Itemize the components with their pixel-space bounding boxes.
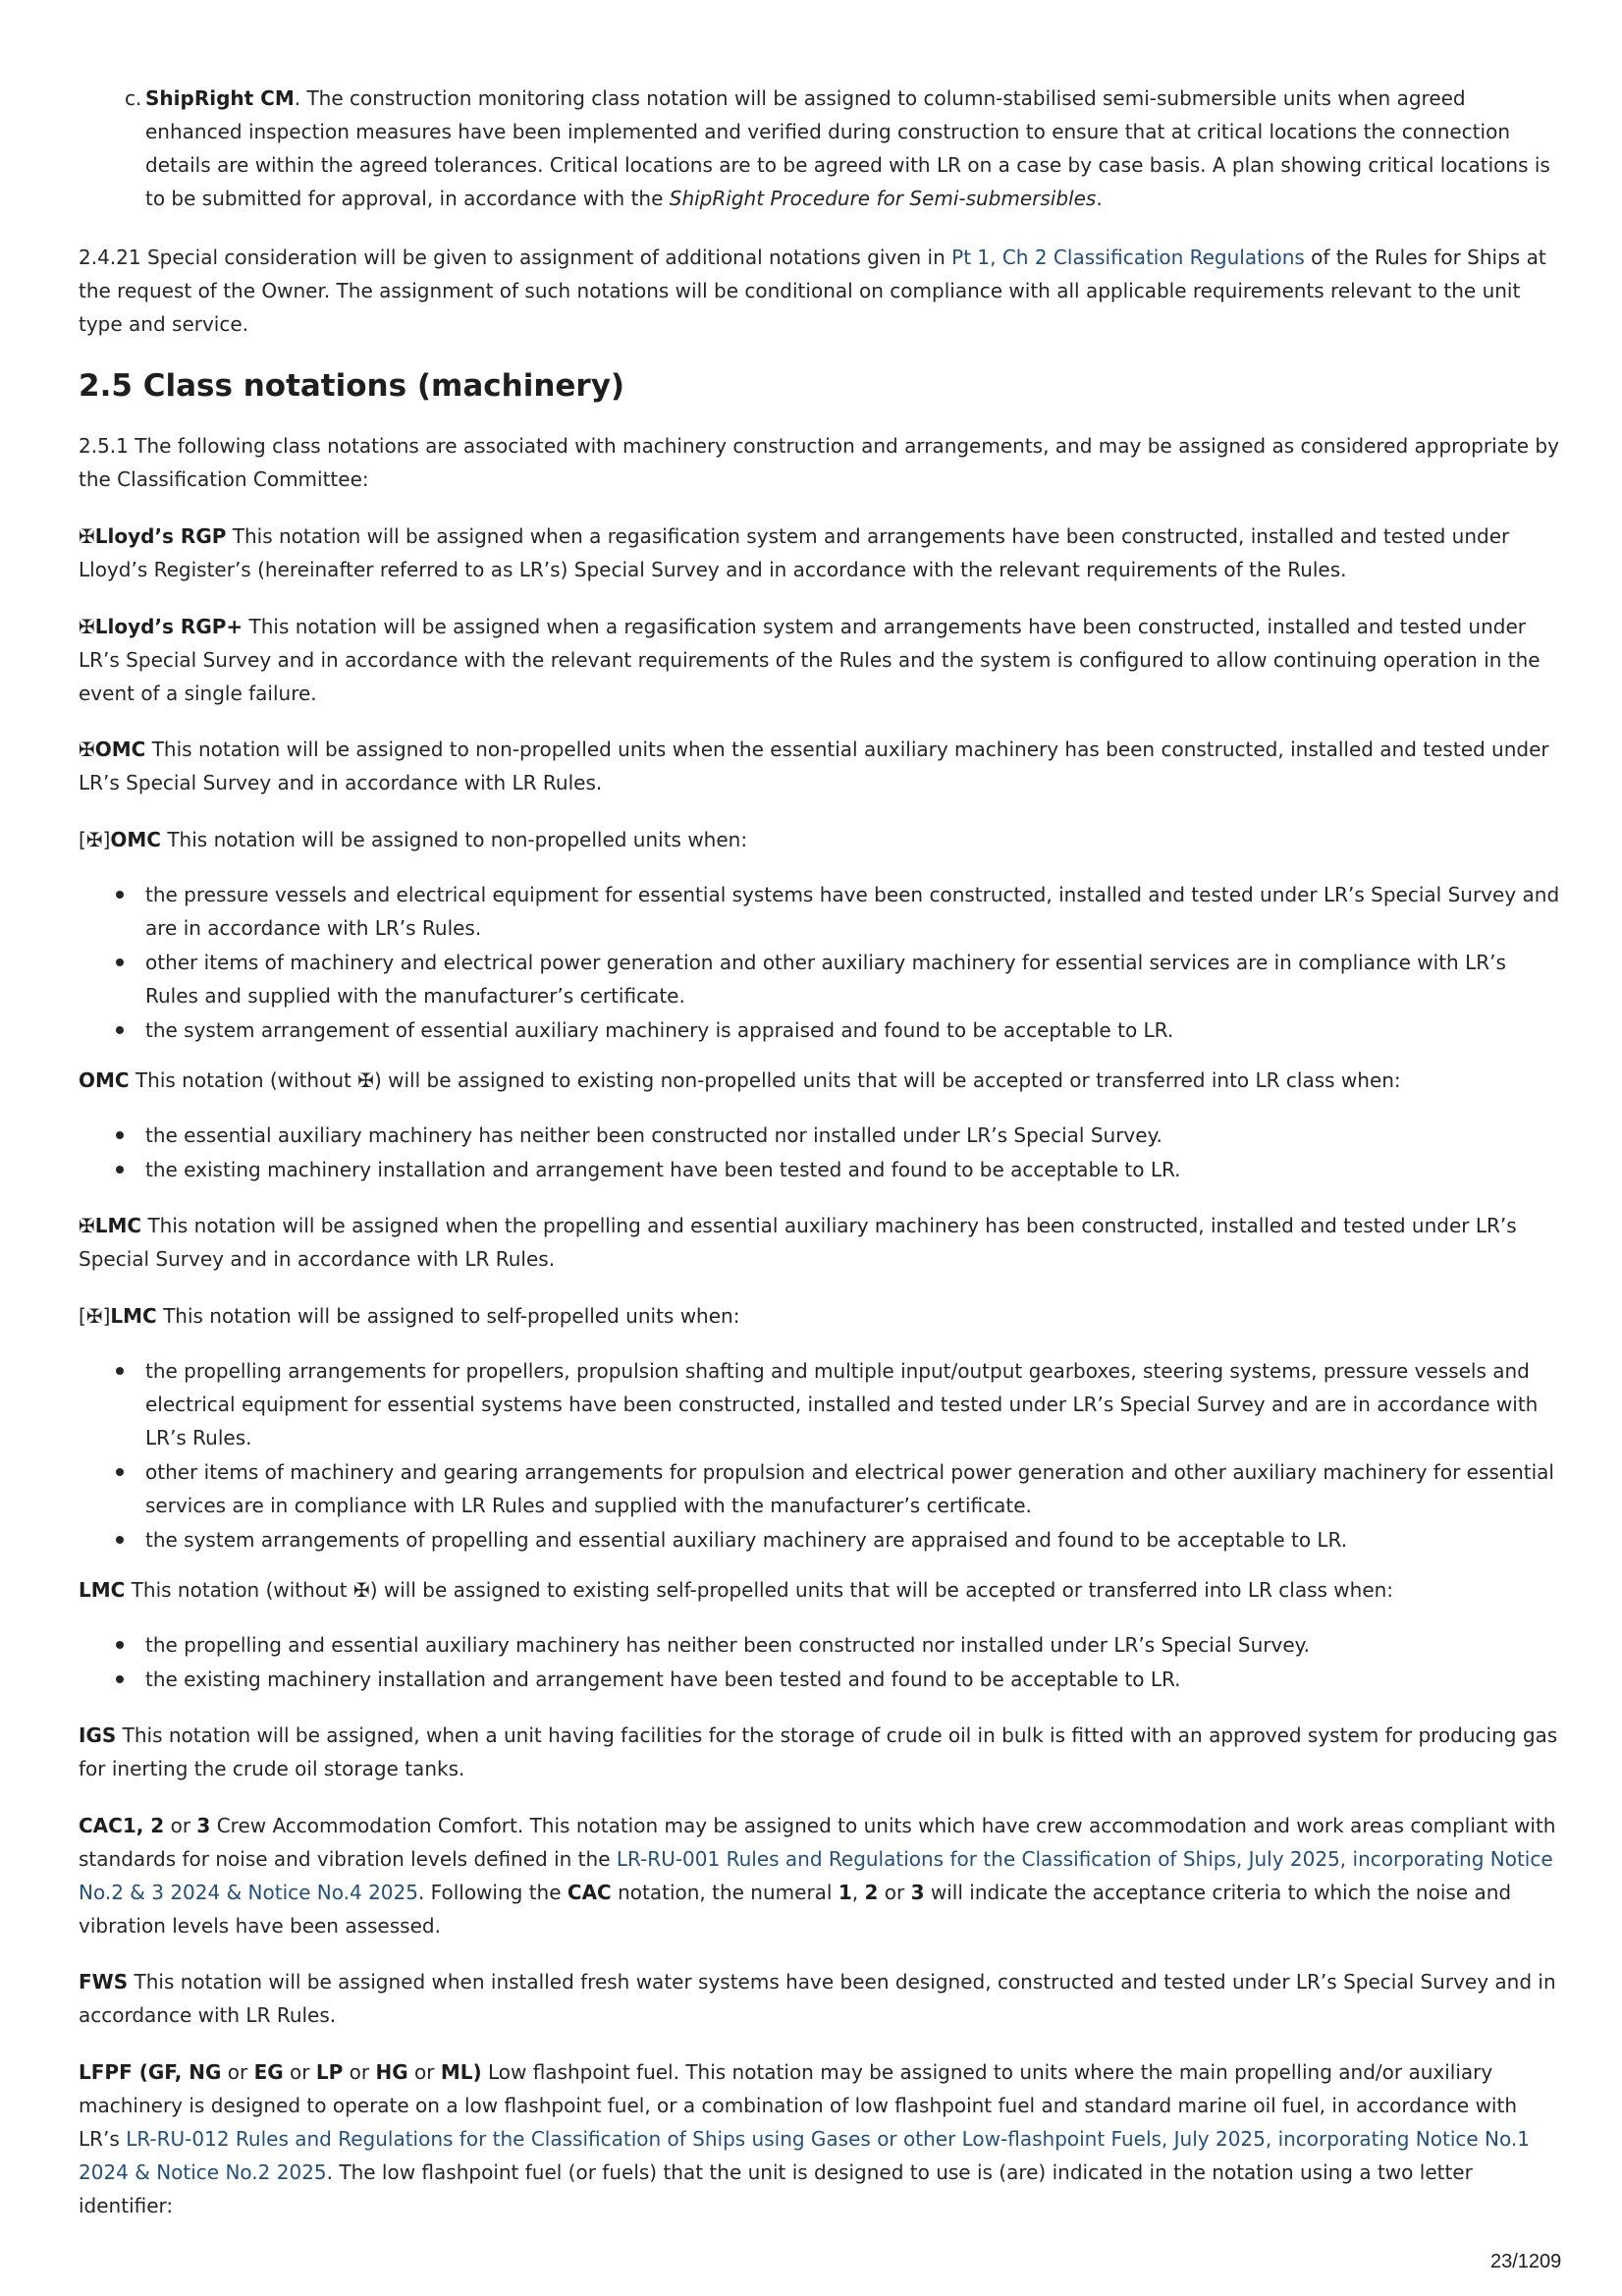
notation-lmc-cross: ✠LMC This notation will be assigned when the propelling and essential auxiliary machinery has been constructed, installed and tested under LR’s Special Survey and in accordance with LR Rules. bbox=[79, 1214, 1517, 1271]
list-item: the propelling and essential auxiliary machinery has neither been constructed nor installed under LR’s Special Survey. bbox=[79, 1628, 1561, 1662]
notation-cac: CAC1, 2 or 3 Crew Accommodation Comfort. This notation may be assigned to units which have crew accommodation and work areas compliant with standards for noise and vibration levels defined in the LR-RU-001 Rules and Regulations for the Classification of Ships, July 2025, incorporating Notice No.2 & 3 2024 & Notice No.4 2025. Following the CAC notation, the numeral 1, 2 or 3 will indicate the acceptance criteria to which the noise and vibration levels have been assessed. bbox=[79, 1814, 1556, 1938]
classification-regulations-link[interactable]: Pt 1, Ch 2 Classification Regulations bbox=[951, 246, 1305, 269]
list-item: the existing machinery installation and arrangement have been tested and found to be acceptable to LR. bbox=[79, 1153, 1561, 1186]
list-marker: c. bbox=[125, 86, 142, 110]
list-item: other items of machinery and gearing arrangements for propulsion and electrical power generation and other auxiliary machinery for essential services are in compliance with LR Rules and supplied with the manufacturer’s certificate. bbox=[79, 1455, 1561, 1522]
list-item: the system arrangement of essential auxiliary machinery is appraised and found to be acceptable to LR. bbox=[79, 1013, 1561, 1047]
notation-igs: IGS This notation will be assigned, when a unit having facilities for the storage of crude oil in bulk is fitted with an approved system for producing gas for inerting the crude oil storage tanks. bbox=[79, 1723, 1558, 1780]
notation-lfpf: LFPF (GF, NG or EG or LP or HG or ML) Low flashpoint fuel. This notation may be assigned to units where the main propelling and/or auxiliary machinery is designed to operate on a low flashpoint fuel, or a combination of low flashpoint fuel and standard marine oil fuel, in accordance with LR’s LR-RU-012 Rules and Regulations for the Classification of Ships using Gases or other Low-flashpoint Fuels, July 2025, incorporating Notice No.1 2024 & Notice No.2 2025. The low flashpoint fuel (or fuels) that the unit is designed to use is (are) indicated in the notation using a two letter identifier: bbox=[79, 2060, 1530, 2217]
maltese-cross-icon: ✠ bbox=[357, 1068, 374, 1092]
procedure-title: ShipRight Procedure for Semi-submersibles bbox=[669, 187, 1097, 210]
paragraph-2-5-1: 2.5.1 The following class notations are associated with machinery construction and arrangements, and may be assigned as considered appropriate by the Classification Committee: bbox=[79, 434, 1559, 491]
maltese-cross-icon: ✠ bbox=[352, 1578, 370, 1602]
list-item: the existing machinery installation and arrangement have been tested and found to be acceptable to LR. bbox=[79, 1663, 1561, 1696]
list-item: other items of machinery and electrical power generation and other auxiliary machinery for essential services are in compliance with LR’s Rules and supplied with the manufacturer’s certificate. bbox=[79, 946, 1561, 1012]
notation-label: ShipRight CM bbox=[145, 86, 295, 110]
notation-lloyds-rgp: ✠Lloyd’s RGP This notation will be assigned when a regasification system and arrangements have been constructed, installed and tested under Lloyd’s Register’s (hereinafter referred to as LR’s) Special Survey and in accordance with the relevant requirements of the Rules. bbox=[79, 524, 1510, 581]
list-item: the propelling arrangements for propellers, propulsion shafting and multiple input/output gearboxes, steering systems, pressure vessels and electrical equipment for essential systems have been constructed, installed and tested under LR’s Special Survey and are in accordance with LR’s Rules. bbox=[79, 1354, 1561, 1454]
maltese-cross-icon: ✠ bbox=[85, 1304, 103, 1328]
maltese-cross-icon: ✠ bbox=[85, 828, 103, 851]
item-c-shipright-cm: c. ShipRight CM. The construction monitoring class notation will be assigned to column-stabilised semi-submersible units when agreed enhanced inspection measures have been implemented and verified during construction to ensure that at critical locations the connection details are within the agreed tolerances. Critical locations are to be agreed with LR on a case by case basis. A plan showing critical locations is to be submitted for approval, in accordance with the ShipRight Procedure for Semi-submersibles. bbox=[145, 82, 1561, 215]
list-item: the pressure vessels and electrical equipment for essential systems have been constructed, installed and tested under LR’s Special Survey and are in accordance with LR’s Rules. bbox=[79, 878, 1561, 945]
lr-ru-012-link[interactable]: LR-RU-012 Rules and Regulations for the Classification of Ships using Gases or other Low-flashpoint Fuels, July 2025, incorporating Notice No.1 2024 & Notice No.2 2025 bbox=[79, 2127, 1530, 2184]
list-item: the essential auxiliary machinery has neither been constructed nor installed under LR’s Special Survey. bbox=[79, 1119, 1561, 1152]
omc-plain-bullets bbox=[79, 1119, 1561, 1187]
list-item: the system arrangements of propelling and essential auxiliary machinery are appraised and found to be acceptable to LR. bbox=[79, 1523, 1561, 1557]
notation-omc-bracket: [✠]OMC This notation will be assigned to non-propelled units when: bbox=[79, 828, 748, 851]
notation-lloyds-rgp-plus: ✠Lloyd’s RGP+ This notation will be assigned when a regasification system and arrangements have been constructed, installed and tested under LR’s Special Survey and in accordance with the relevant requirements of the Rules and the system is configured to allow continuing operation in the event of a single failure. bbox=[79, 615, 1541, 705]
page-number: 23/1209 bbox=[1490, 2251, 1562, 2272]
omc-bracket-bullets bbox=[79, 878, 1561, 1048]
maltese-cross-icon: ✠ bbox=[79, 1214, 95, 1237]
notation-lmc-bracket: [✠]LMC This notation will be assigned to self-propelled units when: bbox=[79, 1304, 740, 1328]
notation-fws: FWS This notation will be assigned when installed fresh water systems have been designed, constructed and tested under LR’s Special Survey and in accordance with LR Rules. bbox=[79, 1970, 1556, 2027]
lmc-plain-bullets bbox=[79, 1628, 1561, 1697]
paragraph-2-4-21: 2.4.21 Special consideration will be given to assignment of additional notations given in Pt 1, Ch 2 Classification Regulations of the Rules for Ships at the request of the Owner. The assignment of such notations will be conditional on compliance with all applicable requirements relevant to the unit type and service. bbox=[79, 246, 1546, 336]
maltese-cross-icon: ✠ bbox=[79, 524, 95, 548]
lr-ru-001-link[interactable]: LR-RU-001 Rules and Regulations for the Classification of Ships, July 2025, incorporating Notice No.2 & 3 2024 & Notice No.4 2025 bbox=[79, 1847, 1553, 1904]
maltese-cross-icon: ✠ bbox=[79, 738, 95, 761]
notation-omc-plain: OMC This notation (without ✠) will be assigned to existing non-propelled units that will be accepted or transferred into LR class when: bbox=[79, 1068, 1401, 1092]
maltese-cross-icon: ✠ bbox=[79, 615, 95, 638]
notation-omc-cross: ✠OMC This notation will be assigned to non-propelled units when the essential auxiliary machinery has been constructed, installed and tested under LR’s Special Survey and in accordance with LR Rules. bbox=[79, 738, 1549, 794]
lmc-bracket-bullets bbox=[79, 1354, 1561, 1558]
section-heading: 2.5 Class notations (machinery) bbox=[79, 368, 625, 404]
notation-lmc-plain: LMC This notation (without ✠) will be assigned to existing self-propelled units that will be accepted or transferred into LR class when: bbox=[79, 1578, 1394, 1602]
